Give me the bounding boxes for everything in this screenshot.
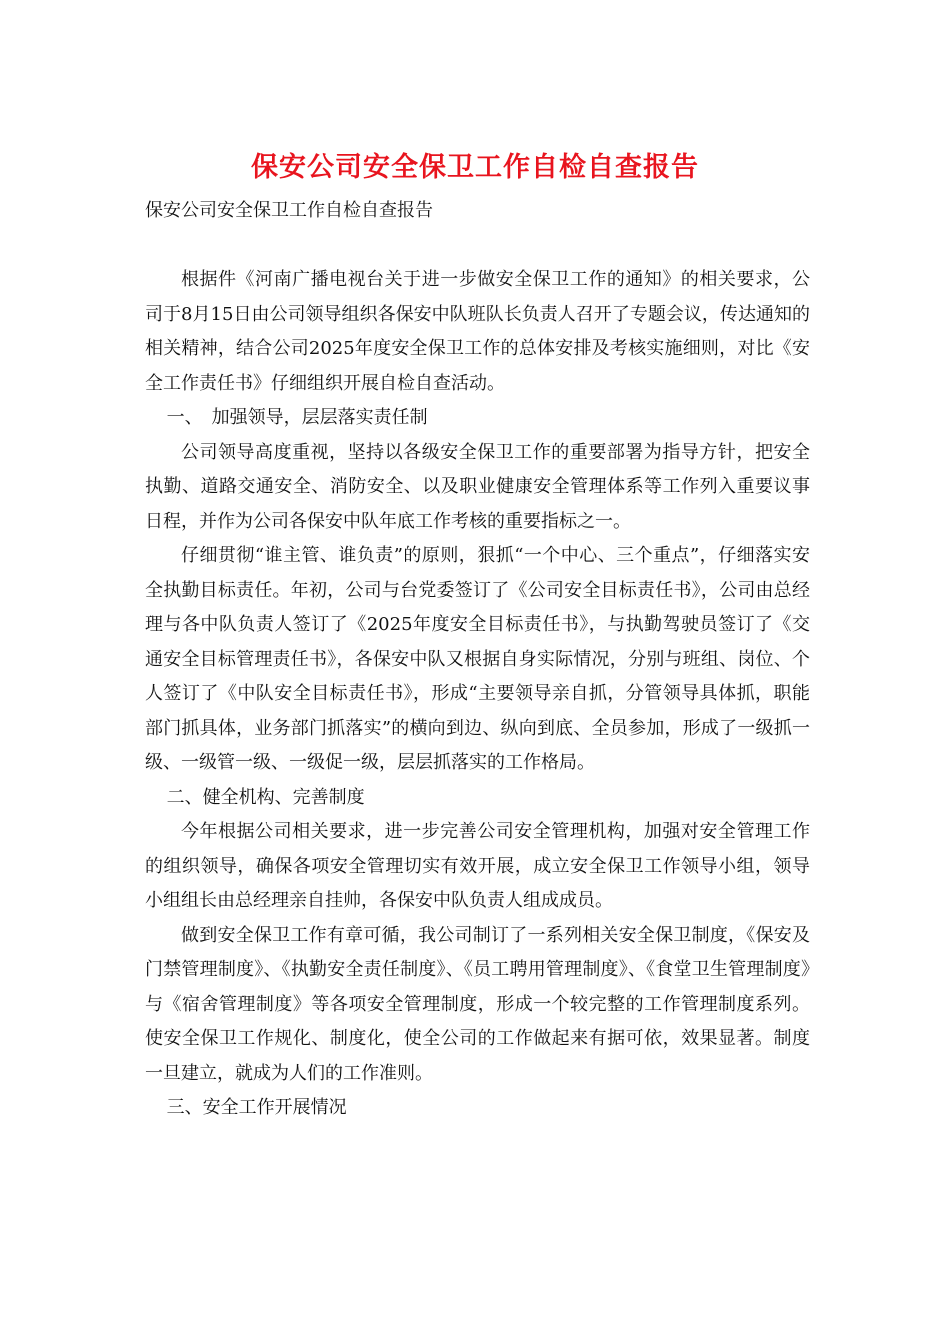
body-paragraph: 仔细贯彻“谁主管、谁负责”的原则，狠抓“一个中心、三个重点”，仔细落实安全执勤目标责任。年初，公司与台党委签订了《公司安全目标责任书》，公司由总经理与各中队负责人签订了《2025年度安全目标责任书》，与执勤驾驶员签订了《交通安全目标管理责任书》，各保安中队又根据自身实际情况，分别与班组、岗位、个人签订了《中队安全目标责任书》，形成“主要领导亲自抓，分管领导具体抓，职能部门抓具体，业务部门抓落实”的横向到边、纵向到底、全员参加，形成了一级抓一级、一级管一级、一级促一级，层层抓落实的工作格局。 bbox=[145, 545, 810, 773]
body-paragraph: 做到安全保卫工作有章可循，我公司制订了一系列相关安全保卫制度，《保安及门禁管理制度》、《执勤安全责任制度》、《员工聘用管理制度》、《食堂卫生管理制度》与《宿舍管理制度》等各项安全管理制度，形成一个较完整的工作管理制度系列。使安全保卫工作规化、制度化，使全公司的工作做起来有据可依，效果显著。制度一旦建立，就成为人们的工作准则。 bbox=[145, 924, 810, 1084]
section-heading: 一、 加强领导，层层落实责任制 bbox=[166, 407, 428, 428]
section-heading: 二、健全机构、完善制度 bbox=[166, 786, 365, 808]
body-paragraph: 根据件《河南广播电视台关于进一步做安全保卫工作的通知》的相关要求，公司于8月15日由公司领导组织各保安中队班队长负责人召开了专题会议，传达通知的相关精神，结合公司2025年度安全保卫工作的总体安排及考核实施细则，对比《安全工作责任书》仔细组织开展自检自查活动。 bbox=[145, 269, 810, 394]
body-paragraph: 公司领导高度重视，坚持以各级安全保卫工作的重要部署为指导方针，把安全执勤、道路交通安全、消防安全、以及职业健康安全管理体系等工作列入重要议事日程，并作为公司各保安中队年底工作考核的重要指标之一。 bbox=[145, 441, 810, 532]
document-title: 保安公司安全保卫工作自检自查报告 bbox=[251, 152, 699, 183]
section-heading: 三、安全工作开展情况 bbox=[166, 1097, 347, 1118]
body-paragraph: 今年根据公司相关要求，进一步完善公司安全管理机构，加强对安全管理工作的组织领导，确保各项安全管理切实有效开展，成立安全保卫工作领导小组，领导小组组长由总经理亲自挂帅，各保安中队负责人组成成员。 bbox=[145, 821, 810, 911]
document-body bbox=[145, 263, 810, 1126]
document-subtitle: 保安公司安全保卫工作自检自查报告 bbox=[145, 200, 433, 221]
